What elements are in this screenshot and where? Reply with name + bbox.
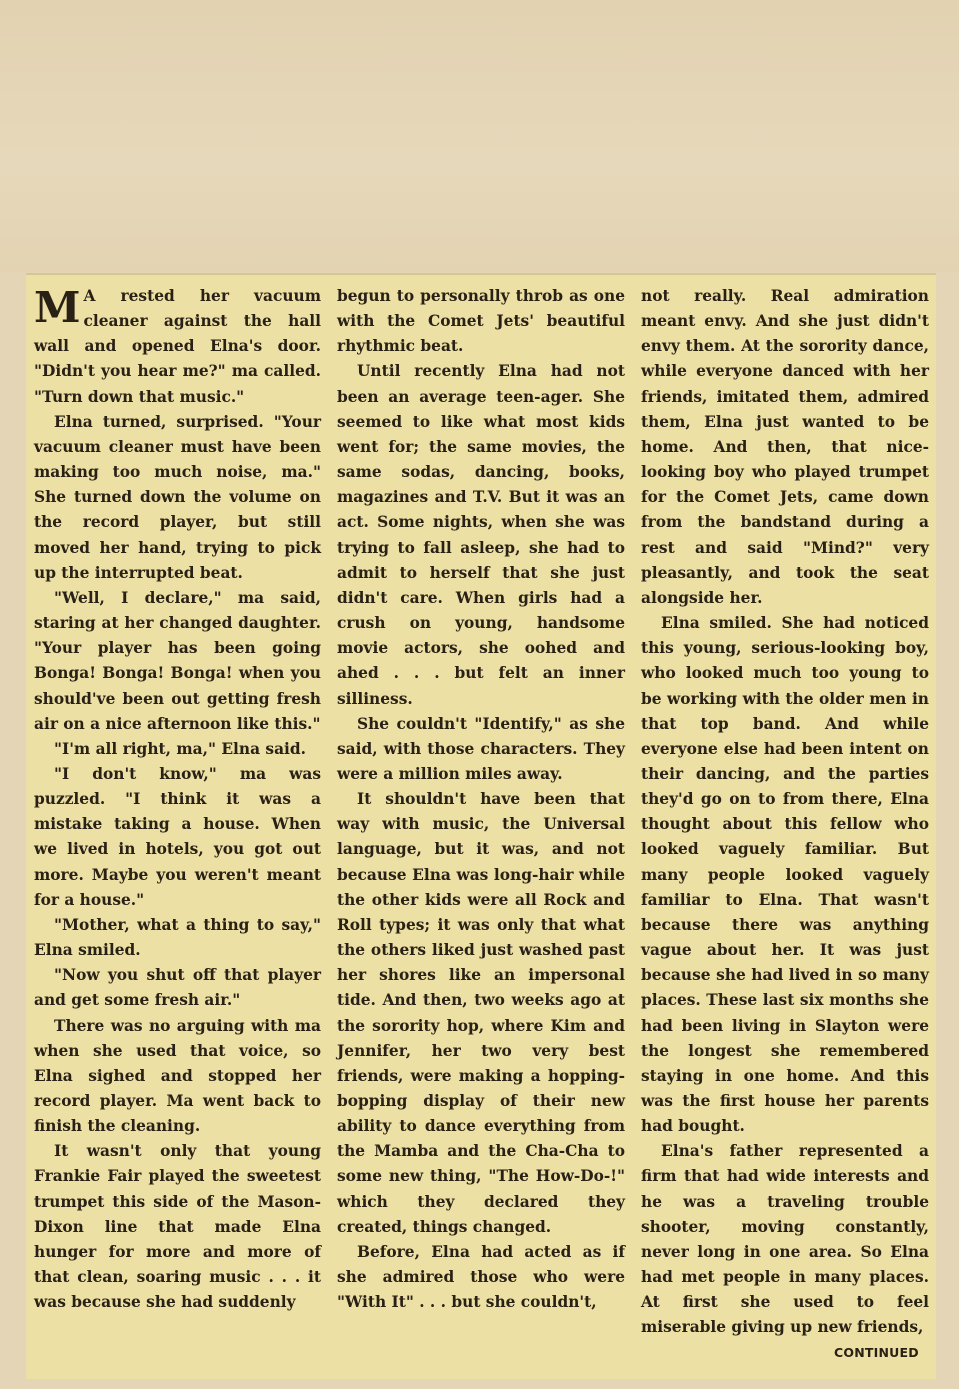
paragraph: M A rested her vacuum cleaner against the hall wall and opened Elna's door. "Didn't you hear me?" ma called. "Turn down that music." xyxy=(34,283,321,406)
paragraph: Elna turned, surprised. "Your vacuum cleaner must have been making too much noise, ma." She turned down the volume on the record player, but still moved her hand, trying to pick up the interrupted beat. xyxy=(34,412,321,582)
paragraph: not really. Real admiration meant envy. And she just didn't envy them. At the sorority dance, while everyone danced with her friends, imitated them, admired them, Elna just wanted to be home. And then, that nice-looking boy who played trumpet for the Comet Jets, came down from the bandstand during a rest and said "Mind?" very pleasantly, and took the seat alongside her. xyxy=(641,287,929,607)
paragraph: It wasn't only that young Frankie Fair played the sweetest trumpet this side of the Mason-Dixon line that made Elna hunger for more and more of that clean, soaring music . . . it was because she had suddenly xyxy=(34,1142,321,1312)
paragraph: It shouldn't have been that way with music, the Universal language, but it was, and not because Elna was long-hair while the other kids were all Rock and Roll types; it was only that what the others liked just washed past her shores like an impersonal tide. And then, two weeks ago at the sorority hop, where Kim and Jennifer, her two very best friends, were making a hopping-bopping display of their new ability to dance everything from the Mamba and the Cha-Cha to some new thing, "The How-Do-!" which they declared they created, things changed. xyxy=(337,790,625,1236)
column-1 xyxy=(34,284,321,1315)
paragraph: There was no arguing with ma when she used that voice, so Elna sighed and stopped her record player. Ma went back to finish the cleaning. xyxy=(34,1016,321,1136)
drop-cap: M xyxy=(34,283,81,332)
paragraph: Elna smiled. She had noticed this young, serious-looking boy, who looked much too young to be working with the older men in that top band. And while everyone else had been intent on their dancing, and the parties they'd go on to from there, Elna thought about this fellow who looked vaguely familiar. But many people looked vaguely familiar to Elna. That wasn't because there was anything vague about her. It was just because she had lived in so many places. These last six months she had been living in Slayton were the longest she remembered staying in one home. And this was the first house her parents had bought. xyxy=(641,614,929,1136)
paragraph: Until recently Elna had not been an average teen-ager. She seemed to like what most kids went for; the same movies, the same sodas, dancing, books, magazines and T.V. But it was an act. Some nights, when she was trying to fall asleep, she had to admit to herself that she just didn't care. When girls had a crush on young, handsome movie actors, she oohed and ahed . . . but felt an inner silliness. xyxy=(337,362,625,708)
paragraph: begun to personally throb as one with the Comet Jets' beautiful rhythmic beat. xyxy=(337,287,625,356)
paragraph: "I'm all right, ma," Elna said. xyxy=(54,739,307,758)
paragraph: "Well, I declare," ma said, staring at her changed daughter. "Your player has been going Bonga! Bonga! Bonga! when you should've been out getting fresh air on a nice afternoon like this." xyxy=(34,588,321,733)
paragraph: Before, Elna had acted as if she admired those who were "With It" . . . but she couldn't, xyxy=(337,1242,625,1312)
column-3 xyxy=(641,284,929,1341)
paragraph: "Now you shut off that player and get some fresh air." xyxy=(34,966,321,1010)
column-2 xyxy=(337,284,625,1315)
paragraph: She couldn't "Identify," as she said, with those characters. They were a million miles away. xyxy=(337,714,625,783)
paragraph: Elna's father represented a firm that had wide interests and he was a traveling trouble shooter, moving constantly, never long in one area. So Elna had met people in many places. At first she used to feel miserable giving up new friends, xyxy=(641,1142,929,1337)
paragraph: "I don't know," ma was puzzled. "I think it was a mistake taking a house. When we lived in hotels, you got out more. Maybe you weren't meant for a house." xyxy=(34,764,321,909)
paragraph: "Mother, what a thing to say," Elna smiled. xyxy=(34,915,321,960)
continued-label: CONTINUED xyxy=(834,1345,919,1360)
page-top-blank xyxy=(0,0,959,272)
